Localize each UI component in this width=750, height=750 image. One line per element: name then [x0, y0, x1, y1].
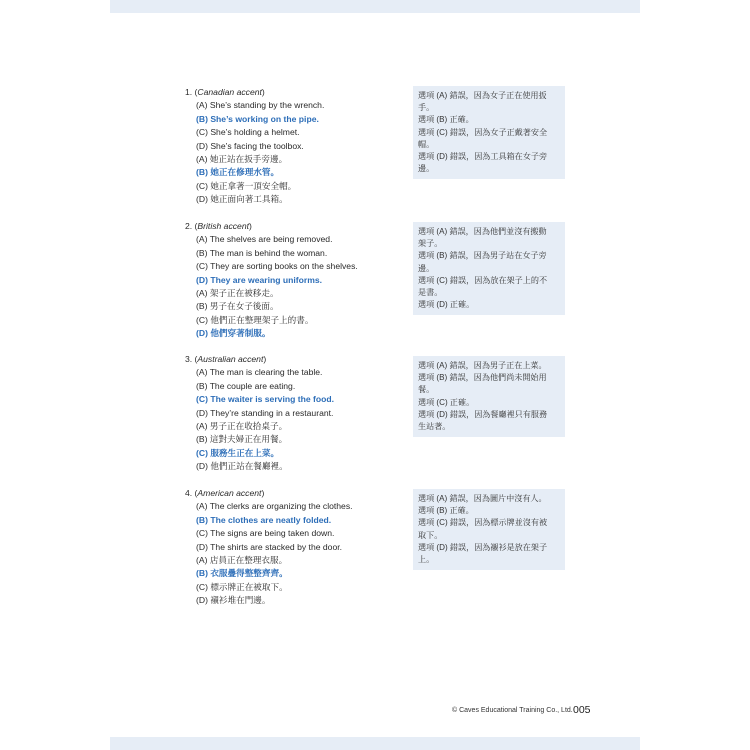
answer-option: (D) They’re standing in a restaurant. — [196, 407, 334, 418]
explanation-line: 選項 (C) 錯誤，因為女子正戴著安全 — [418, 127, 548, 137]
answer-option: (A) The man is clearing the table. — [196, 367, 323, 378]
explanation-line: 生站著。 — [418, 422, 451, 432]
explanation-line: 取下。 — [418, 530, 443, 540]
explanation-line: 選項 (C) 錯誤，因為放在架子上的不 — [418, 275, 548, 285]
answer-option: (A) The clerks are organizing the clothes. — [196, 501, 353, 512]
correct-answer-option: (D) They are wearing uniforms. — [196, 274, 323, 285]
question-number: 1. — [185, 87, 193, 97]
answer-option: (C) The signs are being taken down. — [196, 528, 335, 539]
copyright-footer: © Caves Educational Training Co., Ltd. — [452, 707, 573, 714]
explanation-line: 選項 (B) 錯誤，因為男子站在女子旁 — [418, 251, 547, 261]
answer-option-translation: (C) 她正拿著一頂安全帽。 — [196, 180, 297, 191]
correct-answer-option: (B) The clothes are neatly folded. — [196, 514, 332, 525]
explanation-box-3 — [413, 356, 565, 437]
explanation-box-4 — [413, 489, 565, 570]
explanation-line: 選項 (D) 正確。 — [418, 300, 475, 310]
explanation-line: 選項 (A) 錯誤，因為圖片中沒有人。 — [418, 494, 547, 503]
answer-option-translation: (B) 男子在女子後面。 — [196, 301, 279, 312]
answer-option: (B) The couple are eating. — [196, 380, 296, 391]
explanation-line: 選項 (A) 錯誤，因為女子正在使用扳 — [418, 91, 547, 100]
explanation-line: 上。 — [418, 555, 435, 565]
explanation-box-1 — [413, 86, 565, 179]
question-title: 1. (Canadian accent) — [185, 87, 265, 97]
explanation-line: 是書。 — [418, 288, 443, 298]
page-number: 005 — [573, 704, 591, 716]
answer-option-translation: (A) 架子正在被移走。 — [196, 288, 279, 299]
answer-option-translation: (C) 標示牌正在被取下。 — [196, 581, 288, 592]
explanation-line: 選項 (D) 錯誤，因為襯衫是放在架子 — [418, 542, 548, 552]
explanation-line: 選項 (D) 錯誤，因為餐廳裡只有服務 — [418, 409, 548, 419]
answer-option: (A) She’s standing by the wrench. — [196, 100, 325, 111]
question-title: 2. (British accent) — [185, 221, 252, 231]
explanation-line: 選項 (B) 錯誤，因為他們尚未開始用 — [418, 373, 547, 383]
answer-option-translation: (D) 襯衫堆在門邊。 — [196, 595, 271, 606]
explanation-line: 邊。 — [418, 263, 435, 273]
correct-answer-translation: (B) 衣服疊得整整齊齊。 — [196, 568, 288, 579]
correct-answer-translation: (B) 她正在修理水管。 — [196, 167, 280, 178]
correct-answer-option: (B) She’s working on the pipe. — [196, 113, 319, 124]
explanation-line: 帽。 — [418, 139, 435, 149]
answer-option: (B) The man is behind the woman. — [196, 247, 328, 258]
explanation-line: 邊。 — [418, 164, 435, 174]
accent-label: British accent — [197, 221, 250, 231]
answer-option-translation: (D) 他們正站在餐廳裡。 — [196, 461, 288, 472]
bottom-color-band — [110, 737, 640, 750]
explanation-line: 餐。 — [418, 385, 435, 395]
top-color-band — [110, 0, 640, 13]
accent-label: Australian accent — [197, 354, 264, 364]
question-number: 2. — [185, 221, 193, 231]
question-title: 3. (Australian accent) — [185, 354, 267, 364]
answer-option: (C) They are sorting books on the shelves. — [196, 261, 358, 272]
answer-option: (C) She’s holding a helmet. — [196, 127, 300, 138]
accent-label: Canadian accent — [197, 87, 262, 97]
answer-option: (D) She’s facing the toolbox. — [196, 140, 304, 151]
question-title: 4. (American accent) — [185, 488, 265, 498]
answer-option-translation: (D) 她正面向著工具箱。 — [196, 194, 288, 205]
question-3 — [185, 353, 395, 474]
explanation-line: 選項 (B) 正確。 — [418, 506, 474, 516]
explanation-line: 選項 (C) 錯誤，因為標示牌並沒有被 — [418, 518, 548, 528]
question-number: 3. — [185, 354, 193, 364]
question-2 — [185, 220, 395, 341]
explanation-line: 選項 (B) 正確。 — [418, 115, 474, 125]
question-1 — [185, 86, 395, 207]
explanation-line: 選項 (A) 錯誤，因為他們並沒有搬動 — [418, 227, 547, 236]
explanation-line: 選項 (A) 錯誤，因為男子正在上菜。 — [418, 361, 547, 370]
answer-option-translation: (A) 她正站在扳手旁邊。 — [196, 154, 288, 165]
explanation-line: 選項 (D) 錯誤，因為工具箱在女子旁 — [418, 152, 548, 162]
question-4 — [185, 487, 395, 608]
answer-option-translation: (C) 他們正在整理架子上的書。 — [196, 314, 314, 325]
explanation-box-2 — [413, 222, 565, 315]
correct-answer-translation: (C) 服務生正在上菜。 — [196, 447, 280, 458]
answer-option-translation: (A) 店員正在整理衣服。 — [196, 555, 288, 566]
answer-option: (D) The shirts are stacked by the door. — [196, 541, 343, 552]
correct-answer-option: (C) The waiter is serving the food. — [196, 394, 334, 405]
answer-option: (A) The shelves are being removed. — [196, 234, 333, 245]
answer-option-translation: (A) 男子正在收拾桌子。 — [196, 421, 288, 432]
accent-label: American accent — [197, 488, 262, 498]
answer-option-translation: (B) 這對夫婦正在用餐。 — [196, 434, 288, 445]
explanation-line: 架子。 — [418, 239, 443, 249]
correct-answer-translation: (D) 他們穿著制服。 — [196, 328, 271, 339]
explanation-line: 選項 (C) 正確。 — [418, 397, 475, 407]
explanation-line: 手。 — [418, 103, 435, 113]
question-number: 4. — [185, 488, 193, 498]
